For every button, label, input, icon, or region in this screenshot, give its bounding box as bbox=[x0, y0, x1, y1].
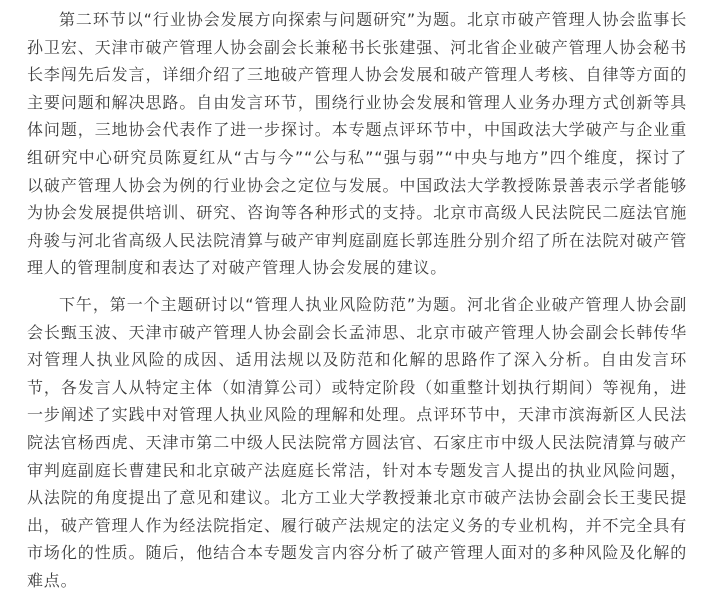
paragraph-second-session: 第二环节以“行业协会发展方向探索与问题研究”为题。北京市破产管理人协会监事长孙卫宏、天津市破产管理人协会副会长兼秘书长张建强、河北省企业破产管理人协会秘书长李闯先后发言，详细介绍了三地破产管理人协会发展和破产管理人考核、自律等方面的主要问题和解决思路。自由发言环节，围绕行业协会发展和管理人业务办理方式创新等具体问题，三地协会代表作了进一步探讨。本专题点评环节中，中国政法大学破产与企业重组研究中心研究员陈夏红从“古与今”“公与私”“强与弱”“中央与地方”四个维度，探讨了以破产管理人协会为例的行业协会之定位与发展。中国政法大学教授陈景善表示学者能够为协会发展提供培训、研究、咨询等各种形式的支持。北京市高级人民法院民二庭法官施舟骏与河北省高级人民法院清算与破产审判庭副庭长郭连胜分别介绍了所在法院对破产管理人的管理制度和表达了对破产管理人协会发展的建议。 bbox=[27, 10, 687, 278]
paragraph-afternoon-session: 下午，第一个主题研讨以“管理人执业风险防范”为题。河北省企业破产管理人协会副会长甄玉波、天津市破产管理人协会副会长孟沛思、北京市破产管理人协会副会长韩传华对管理人执业风险的成因、适用法规以及防范和化解的思路作了深入分析。自由发言环节，各发言人从特定主体（如清算公司）或特定阶段（如重整计划执行期间）等视角，进一步阐述了实践中对管理人执业风险的理解和处理。点评环节中，天津市滨海新区人民法院法官杨西虎、天津市第二中级人民法院常方圆法官、石家庄市中级人民法院清算与破产审判庭副庭长曹建民和北京破产法庭庭长常洁，针对本专题发言人提出的执业风险问题，从法院的角度提出了意见和建议。北方工业大学教授兼北京市破产法协会副会长王斐民提出，破产管理人作为经法院指定、履行破产法规定的法定义务的专业机构，并不完全具有市场化的性质。随后，他结合本专题发言内容分析了破产管理人面对的多种风险及化解的难点。 bbox=[27, 294, 687, 590]
